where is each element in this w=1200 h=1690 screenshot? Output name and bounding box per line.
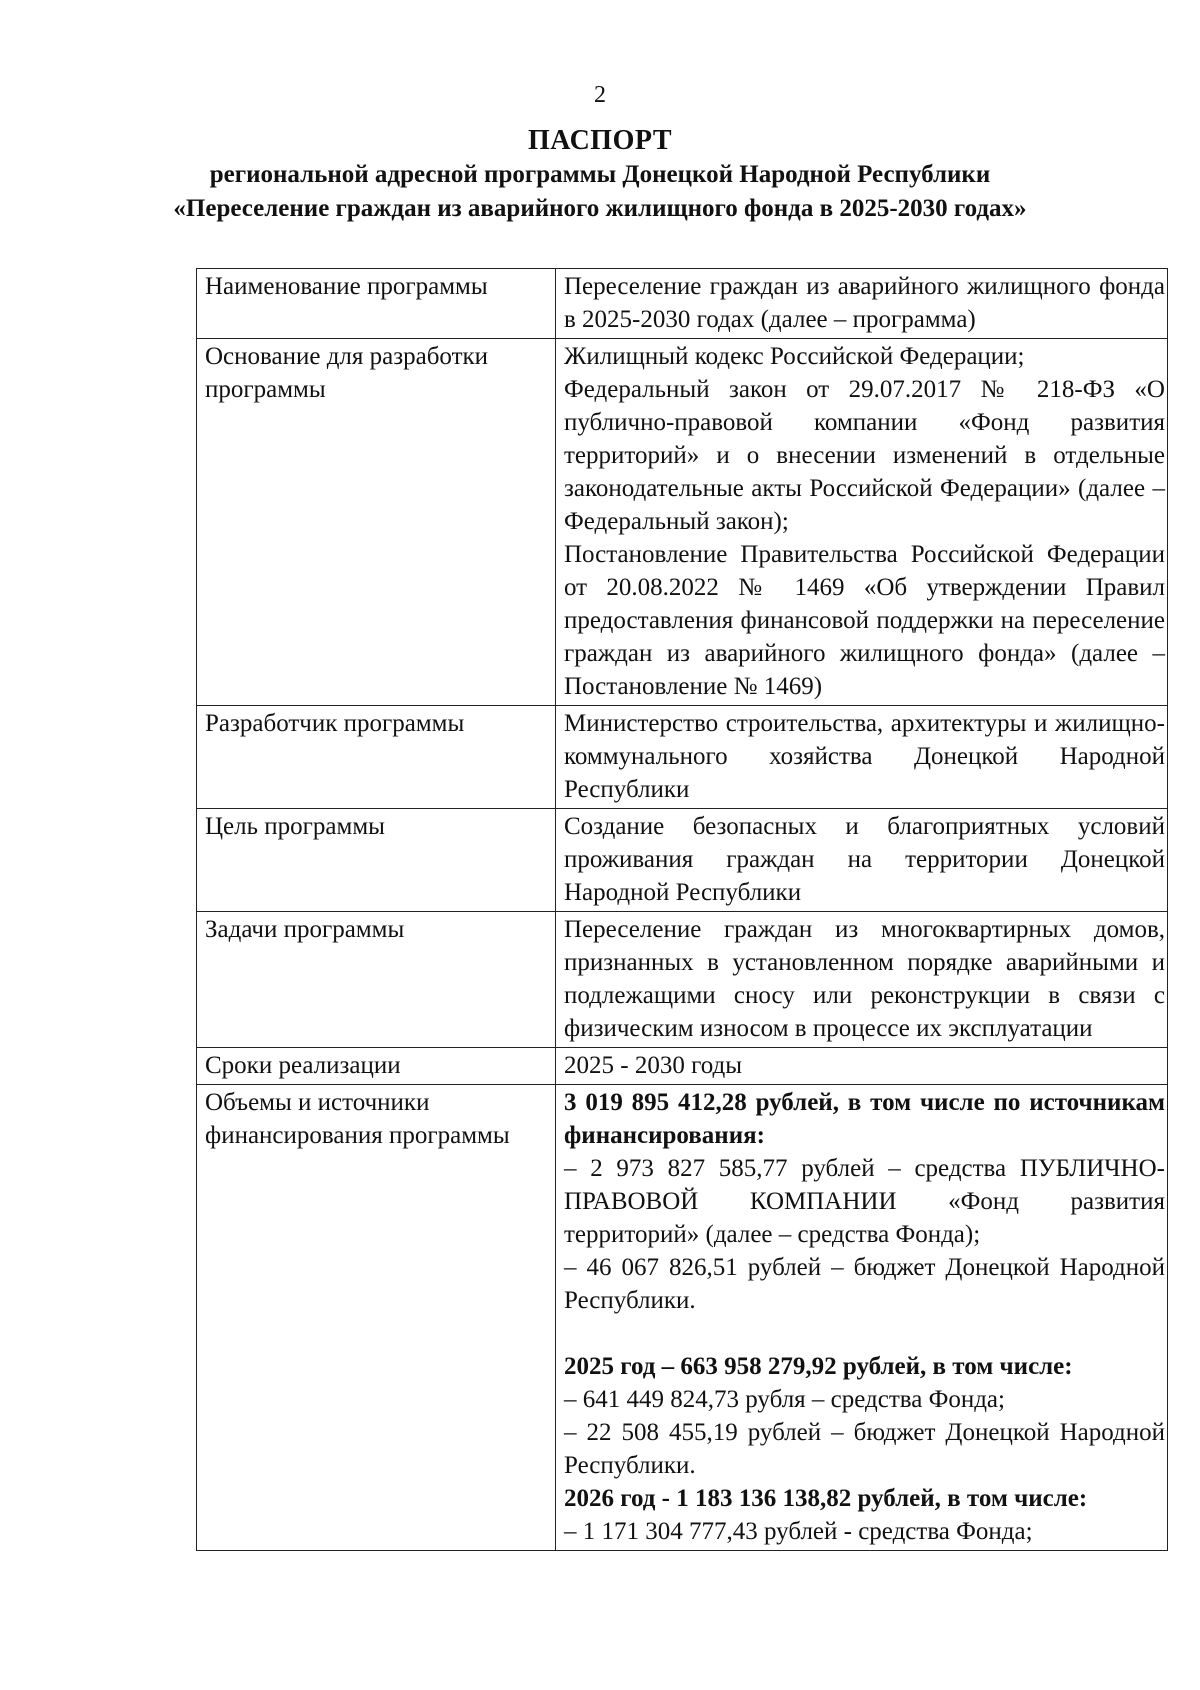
row-value-basis: [556, 339, 1168, 706]
document-subtitle-line1: региональной адресной программы Донецкой Народной Республики: [209, 161, 991, 188]
row-value-goal: Создание безопасных и благоприятных условий проживания граждан на территории Донецкой Народной Республики: [556, 809, 1168, 912]
passport-table: [196, 268, 1168, 1551]
basis-housing-code: Жилищный кодекс Российской Федерации;: [564, 343, 1025, 370]
row-value-tasks: Переселение граждан из многоквартирных домов, признанных в установленном порядке аварийными и подлежащими сносу или реконструкции в связи с физическим износом в процессе их эксплуатации: [556, 912, 1168, 1048]
table-row: [197, 269, 1168, 339]
row-label-basis: Основание для разработки программы: [197, 339, 556, 706]
row-value-funding: [556, 1085, 1168, 1551]
table-row: [197, 339, 1168, 706]
table-row: [197, 1048, 1168, 1085]
row-value-program-name: Переселение граждан из аварийного жилищного фонда в 2025-2030 годах (далее – программа): [556, 269, 1168, 339]
table-row: [197, 706, 1168, 809]
funding-total-fund: – 2 973 827 585,77 рублей – средства ПУБЛИЧНО-ПРАВОВОЙ КОМПАНИИ «Фонд развития территорий» (далее – средства Фонда);: [564, 1155, 1165, 1248]
spacer: [564, 1317, 1165, 1350]
row-value-developer: Министерство строительства, архитектуры и жилищно-коммунального хозяйства Донецкой Народной Республики: [556, 706, 1168, 809]
basis-federal-law: Федеральный закон от 29.07.2017 № 218-ФЗ «О публично-правовой компании «Фонд развития территорий» и о внесении изменений в отдельные законодательные акты Российской Федерации» (далее – Федеральный закон);: [564, 376, 1165, 535]
row-label-timeline: Сроки реализации: [197, 1048, 556, 1085]
basis-government-decree: Постановление Правительства Российской Федерации от 20.08.2022 № 1469 «Об утверждении Правил предоставления финансовой поддержки на переселение граждан из аварийного жилищного фонда» (далее – Постановление № 1469): [564, 541, 1165, 700]
row-label-program-name: Наименование программы: [197, 269, 556, 339]
funding-2025-total: 2025 год – 663 958 279,92 рублей, в том числе:: [564, 1353, 1073, 1380]
table-row: [197, 1085, 1168, 1551]
row-label-funding: Объемы и источники финансирования программы: [197, 1085, 556, 1551]
row-label-goal: Цель программы: [197, 809, 556, 912]
row-label-tasks: Задачи программы: [197, 912, 556, 1048]
funding-2026-fund: – 1 171 304 777,43 рублей - средства Фонда;: [564, 1518, 1033, 1545]
document-title: ПАСПОРТ: [527, 125, 672, 156]
row-label-developer: Разработчик программы: [197, 706, 556, 809]
funding-2025-budget: – 22 508 455,19 рублей – бюджет Донецкой Народной Республики.: [564, 1419, 1165, 1479]
table-row: [197, 912, 1168, 1048]
title-block: [0, 124, 1200, 226]
row-value-timeline: 2025 - 2030 годы: [556, 1048, 1168, 1085]
funding-total-budget: – 46 067 826,51 рублей – бюджет Донецкой Народной Республики.: [564, 1254, 1165, 1314]
funding-2025-fund: – 641 449 824,73 рубля – средства Фонда;: [564, 1386, 1005, 1413]
funding-2026-total: 2026 год - 1 183 136 138,82 рублей, в том числе:: [564, 1485, 1088, 1512]
page-number: 2: [594, 82, 606, 108]
document-subtitle-line2: «Переселение граждан из аварийного жилищного фонда в 2025-2030 годах»: [173, 195, 1027, 222]
funding-total: 3 019 895 412,28 рублей, в том числе по источникам финансирования:: [564, 1089, 1165, 1149]
table-row: [197, 809, 1168, 912]
